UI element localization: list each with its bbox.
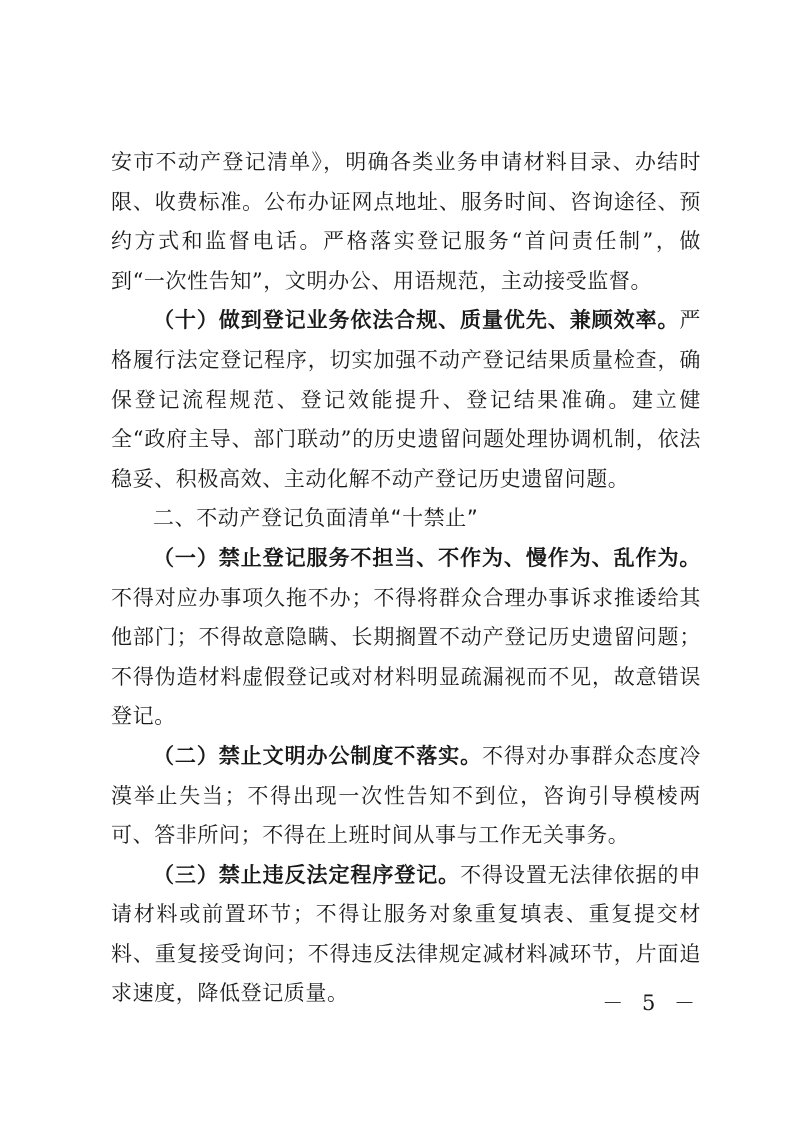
paragraph-lead: （一）禁止登记服务不担当、不作为、慢作为、乱作为。 [153, 545, 701, 570]
paragraph-text: 安市不动产登记清单》，明确各类业务申请材料目录、办结时限、收费标准。公布办证网点地址、服务时间、咨询途径、预约方式和监督电话。严格落实登记服务“首问责任制”，做到“一次性告知”，文明办公、用语规范，主动接受监督。 [111, 150, 701, 293]
paragraph-item-one [111, 539, 701, 737]
paragraph-item-ten [111, 301, 701, 499]
paragraph-text: 严格履行法定登记程序，切实加强不动产登记结果质量检查，确保登记流程规范、登记效能提升、登记结果准确。建立健全“政府主导、部门联动”的历史遗留问题处理协调机制，依法稳妥、积极高效、主动化解不动产登记历史遗留问题。 [111, 308, 701, 491]
paragraph-continuation [111, 143, 701, 301]
section-heading: 二、不动产登记负面清单“十禁止” [153, 506, 479, 531]
paragraph-text: 不得对办事群众态度冷漠举止失当；不得出现一次性告知不到位，咨询引导模棱两可、答非所问；不得在上班时间从事与工作无关事务。 [111, 743, 701, 848]
paragraph-lead: （二）禁止文明办公制度不落实。 [153, 743, 482, 768]
paragraph-lead: （三）禁止违反法定程序登记。 [153, 862, 461, 887]
page-number: － 5 － [602, 991, 701, 1015]
paragraph-item-two [111, 737, 701, 856]
paragraph-text: 不得设置无法律依据的申请材料或前置环节；不得让服务对象重复填表、重复提交材料、重复接受询问；不得违反法律规定减材料减环节，片面追求速度，降低登记质量。 [111, 862, 701, 1006]
paragraph-text: 不得对应办事项久拖不办；不得将群众合理办事诉求推诿给其他部门；不得故意隐瞒、长期搁置不动产登记历史遗留问题；不得伪造材料虚假登记或对材料明显疏漏视而不见，故意错误登记。 [111, 585, 701, 729]
paragraph-lead: （十）做到登记业务依法合规、质量优先、兼顾效率。 [153, 308, 680, 333]
document-body [111, 143, 701, 1014]
